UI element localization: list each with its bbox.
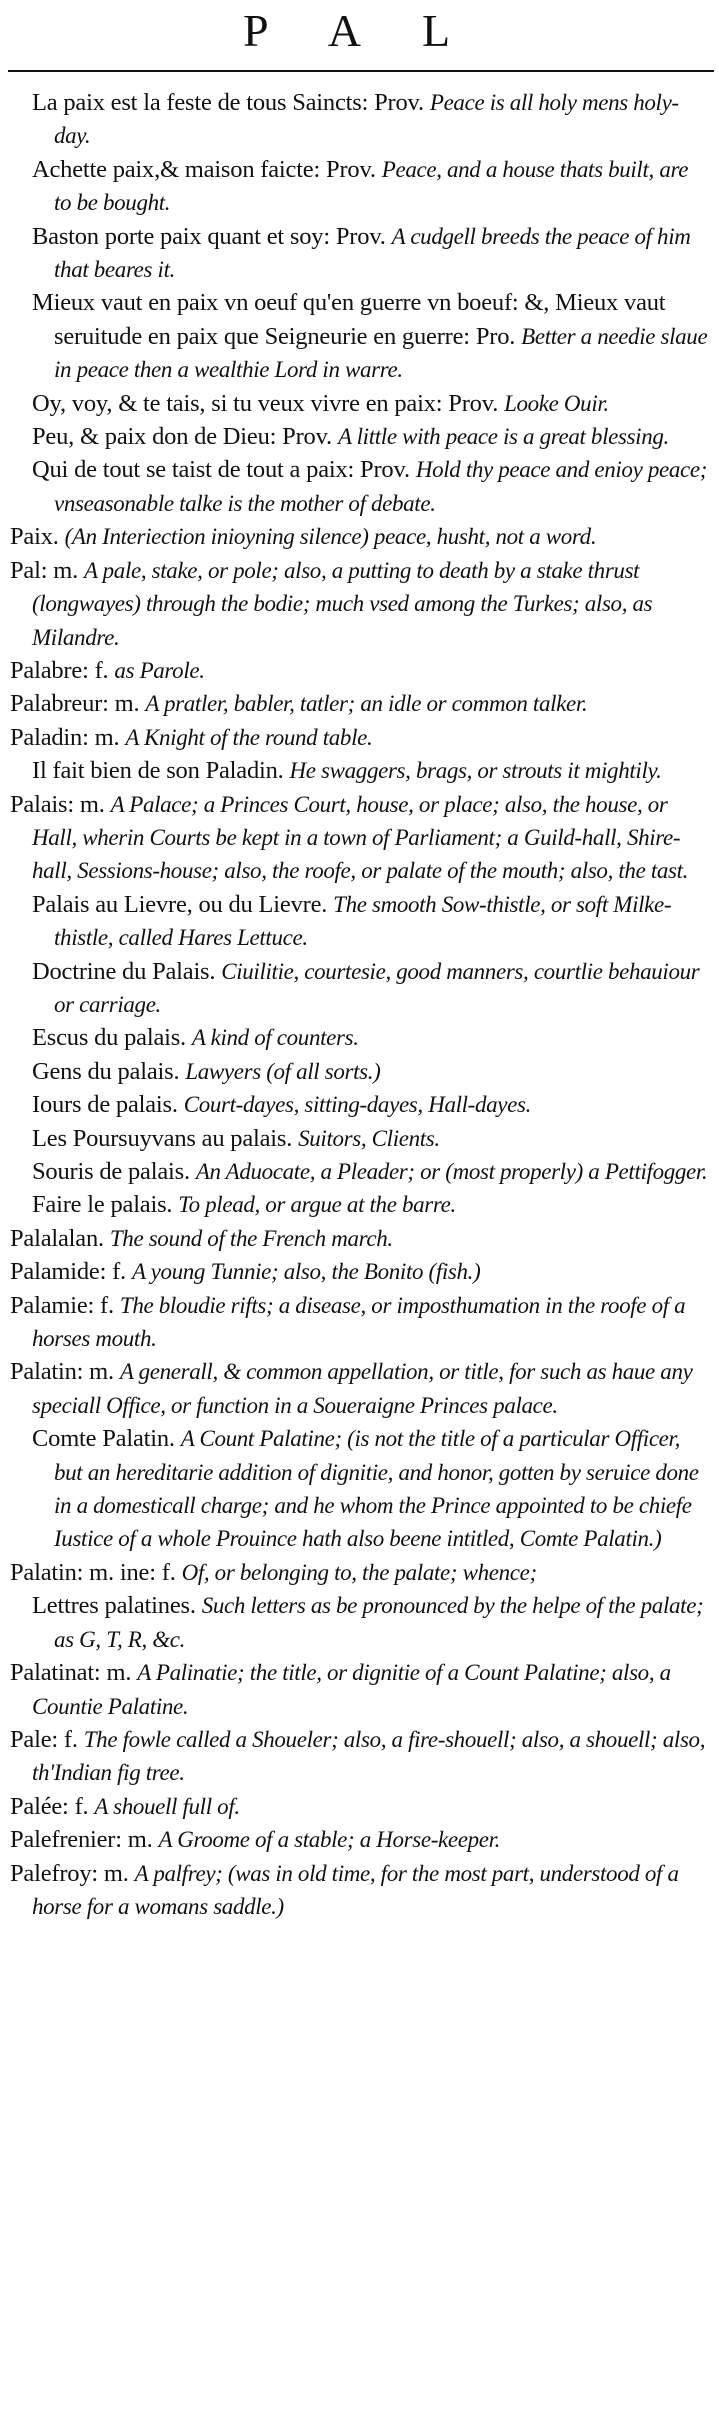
entry bbox=[10, 1355, 708, 1422]
headword: Palefrenier: m. bbox=[10, 1826, 153, 1854]
definition: Suitors, Clients. bbox=[298, 1125, 440, 1151]
entry bbox=[10, 721, 708, 754]
entry bbox=[10, 554, 708, 654]
definition: as Parole. bbox=[114, 657, 205, 683]
definition: A pale, stake, or pole; also, a putting to death by a stake thrust (longwayes) through the bodie; much vsed among the Turkes; also, as Milandre. bbox=[32, 557, 653, 650]
entry bbox=[10, 1723, 708, 1790]
definition: Court-dayes, sitting-dayes, Hall-dayes. bbox=[183, 1092, 532, 1118]
definition: The bloudie rifts; a disease, or imposthumation in the roofe of a horses mouth. bbox=[32, 1292, 686, 1352]
sub-entry bbox=[10, 754, 708, 787]
headword: Palefroy: m. bbox=[10, 1859, 129, 1887]
entry bbox=[10, 1222, 708, 1255]
headword: Palatin: m. ine: f. bbox=[10, 1558, 176, 1586]
sub-entry bbox=[10, 286, 708, 386]
definition: The sound of the French march. bbox=[109, 1225, 393, 1251]
definition: A Count Palatine; (is not the title of a particular Officer, but an hereditarie addition of dignitie, and honor, gotten by seruice done in a domesticall charge; and he whom the Prince appointed to be chiefe Iustice of a whole Prouince hath also beene intitled, Comte Palatin.) bbox=[54, 1426, 699, 1552]
sub-entry bbox=[10, 1155, 708, 1188]
headword: Faire le palais. bbox=[32, 1191, 173, 1219]
definition: A generall, & common appellation, or title, for such as haue any speciall Office, or function in a Soueraigne Princes palace. bbox=[32, 1359, 693, 1418]
headword: Achette paix,& maison faicte: Prov. bbox=[32, 155, 376, 183]
definition: Of, or belonging to, the palate; whence; bbox=[181, 1559, 537, 1585]
entry bbox=[10, 1790, 708, 1823]
sub-entry bbox=[10, 1422, 708, 1556]
definition: A pratler, babler, tatler; an idle or common talker. bbox=[145, 691, 588, 717]
definition: A little with peace is a great blessing. bbox=[337, 424, 669, 450]
definition: He swaggers, brags, or strouts it mightily. bbox=[289, 758, 662, 784]
definition: The smooth Sow-thistle, or soft Milke-thistle, called Hares Lettuce. bbox=[54, 891, 672, 951]
sub-entry bbox=[10, 888, 708, 955]
headword: Il fait bien de son Paladin. bbox=[32, 757, 284, 785]
entry bbox=[10, 1857, 708, 1924]
entry bbox=[10, 520, 708, 553]
definition: Better a needie slaue in peace then a wealthie Lord in warre. bbox=[54, 323, 708, 383]
headword: Paix. bbox=[10, 523, 59, 551]
headword: Gens du palais. bbox=[32, 1057, 180, 1085]
definition: An Aduocate, a Pleader; or (most properly) a Pettifogger. bbox=[195, 1159, 708, 1184]
headword: Comte Palatin. bbox=[32, 1425, 175, 1453]
entry bbox=[10, 788, 708, 888]
headword: Lettres palatines. bbox=[32, 1592, 196, 1620]
headword: Les Poursuyvans au palais. bbox=[32, 1124, 293, 1152]
entry bbox=[10, 1823, 708, 1856]
headword: Baston porte paix quant et soy: Prov. bbox=[32, 222, 386, 250]
sub-entry bbox=[10, 1088, 708, 1121]
definition: Looke Ouir. bbox=[504, 390, 609, 416]
headword: Palabreur: m. bbox=[10, 690, 140, 718]
sub-entry bbox=[10, 387, 708, 420]
definition: Such letters as be pronounced by the helpe of the palate; as G, T, R, &c. bbox=[54, 1593, 704, 1652]
headword: Palatin: m. bbox=[10, 1358, 114, 1386]
entry bbox=[10, 1255, 708, 1288]
headword: Pale: f. bbox=[10, 1725, 78, 1753]
headword: Palalalan. bbox=[10, 1224, 104, 1252]
headword: Escus du palais. bbox=[32, 1024, 186, 1052]
entry bbox=[10, 1289, 708, 1356]
headword: Palée: f. bbox=[10, 1792, 89, 1820]
entry bbox=[10, 654, 708, 687]
header-rule bbox=[8, 70, 714, 72]
headword: Palamide: f. bbox=[10, 1258, 126, 1286]
sub-entry bbox=[10, 1188, 708, 1221]
definition: A cudgell breeds the peace of him that beares it. bbox=[54, 223, 691, 283]
sub-entry bbox=[10, 420, 708, 453]
definition: Peace is all holy mens holy-day. bbox=[54, 90, 679, 149]
headword: Pal: m. bbox=[10, 556, 79, 584]
headword: Mieux vaut en paix vn oeuf qu'en guerre vn boeuf: &, Mieux vaut seruitude en paix que Seigneurie en guerre: Pro. bbox=[32, 289, 666, 350]
definition: To plead, or argue at the barre. bbox=[178, 1192, 456, 1218]
headword: Palais au Lievre, ou du Lievre. bbox=[32, 890, 328, 918]
definition: A shouell full of. bbox=[94, 1793, 240, 1819]
sub-entry bbox=[10, 955, 708, 1022]
headword: Palamie: f. bbox=[10, 1291, 114, 1319]
headword: Oy, voy, & te tais, si tu veux vivre en paix: Prov. bbox=[32, 389, 499, 417]
definition: A palfrey; (was in old time, for the most part, understood of a horse for a womans saddle.) bbox=[32, 1860, 679, 1919]
headword: Qui de tout se taist de tout a paix: Prov. bbox=[32, 456, 410, 484]
sub-entry bbox=[10, 1589, 708, 1656]
page-header: P A L bbox=[242, 5, 477, 56]
definition: A Groome of a stable; a Horse-keeper. bbox=[158, 1827, 501, 1853]
headword: Iours de palais. bbox=[32, 1091, 178, 1119]
headword: Palatinat: m. bbox=[10, 1659, 132, 1687]
sub-entry bbox=[10, 153, 708, 220]
sub-entry bbox=[10, 1055, 708, 1088]
sub-entry bbox=[10, 86, 708, 153]
entry bbox=[10, 687, 708, 720]
headword: Paladin: m. bbox=[10, 723, 120, 751]
headword: Souris de palais. bbox=[32, 1158, 190, 1185]
definition: Lawyers (of all sorts.) bbox=[185, 1058, 381, 1084]
definition: A Palinatie; the title, or dignitie of a Count Palatine; also, a Countie Palatine. bbox=[32, 1660, 671, 1719]
sub-entry bbox=[10, 220, 708, 287]
definition: Ciuilitie, courtesie, good manners, courtlie behauiour or carriage. bbox=[54, 958, 700, 1017]
headword: La paix est la feste de tous Saincts: Prov. bbox=[32, 89, 424, 116]
sub-entry bbox=[10, 1021, 708, 1054]
definition: A young Tunnie; also, the Bonito (fish.) bbox=[131, 1259, 481, 1285]
entry bbox=[10, 1656, 708, 1723]
definition: Peace, and a house thats built, are to be bought. bbox=[54, 156, 689, 216]
definition: Hold thy peace and enioy peace; vnseasonable talke is the mother of debate. bbox=[54, 457, 708, 516]
definition: A kind of counters. bbox=[191, 1025, 359, 1051]
headword: Palabre: f. bbox=[10, 656, 109, 684]
definition: A Palace; a Princes Court, house, or place; also, the house, or Hall, wherin Courts be kept in a town of Parliament; a Guild-hall, Shire-hall, Sessions-house; also, the roofe, or palate of the mouth; also, the tast. bbox=[32, 791, 689, 884]
sub-entry bbox=[10, 453, 708, 520]
entry-list bbox=[10, 86, 708, 1923]
sub-entry bbox=[10, 1122, 708, 1155]
headword: Palais: m. bbox=[10, 790, 105, 818]
definition: A Knight of the round table. bbox=[125, 724, 373, 750]
definition: (An Interiection inioyning silence) peace, husht, not a word. bbox=[64, 524, 597, 550]
definition: The fowle called a Shoueler; also, a fire-shouell; also, a shouell; also, th'Indian fig tree. bbox=[32, 1726, 706, 1786]
entry bbox=[10, 1556, 708, 1589]
headword: Peu, & paix don de Dieu: Prov. bbox=[32, 423, 332, 451]
headword: Doctrine du Palais. bbox=[32, 957, 216, 985]
